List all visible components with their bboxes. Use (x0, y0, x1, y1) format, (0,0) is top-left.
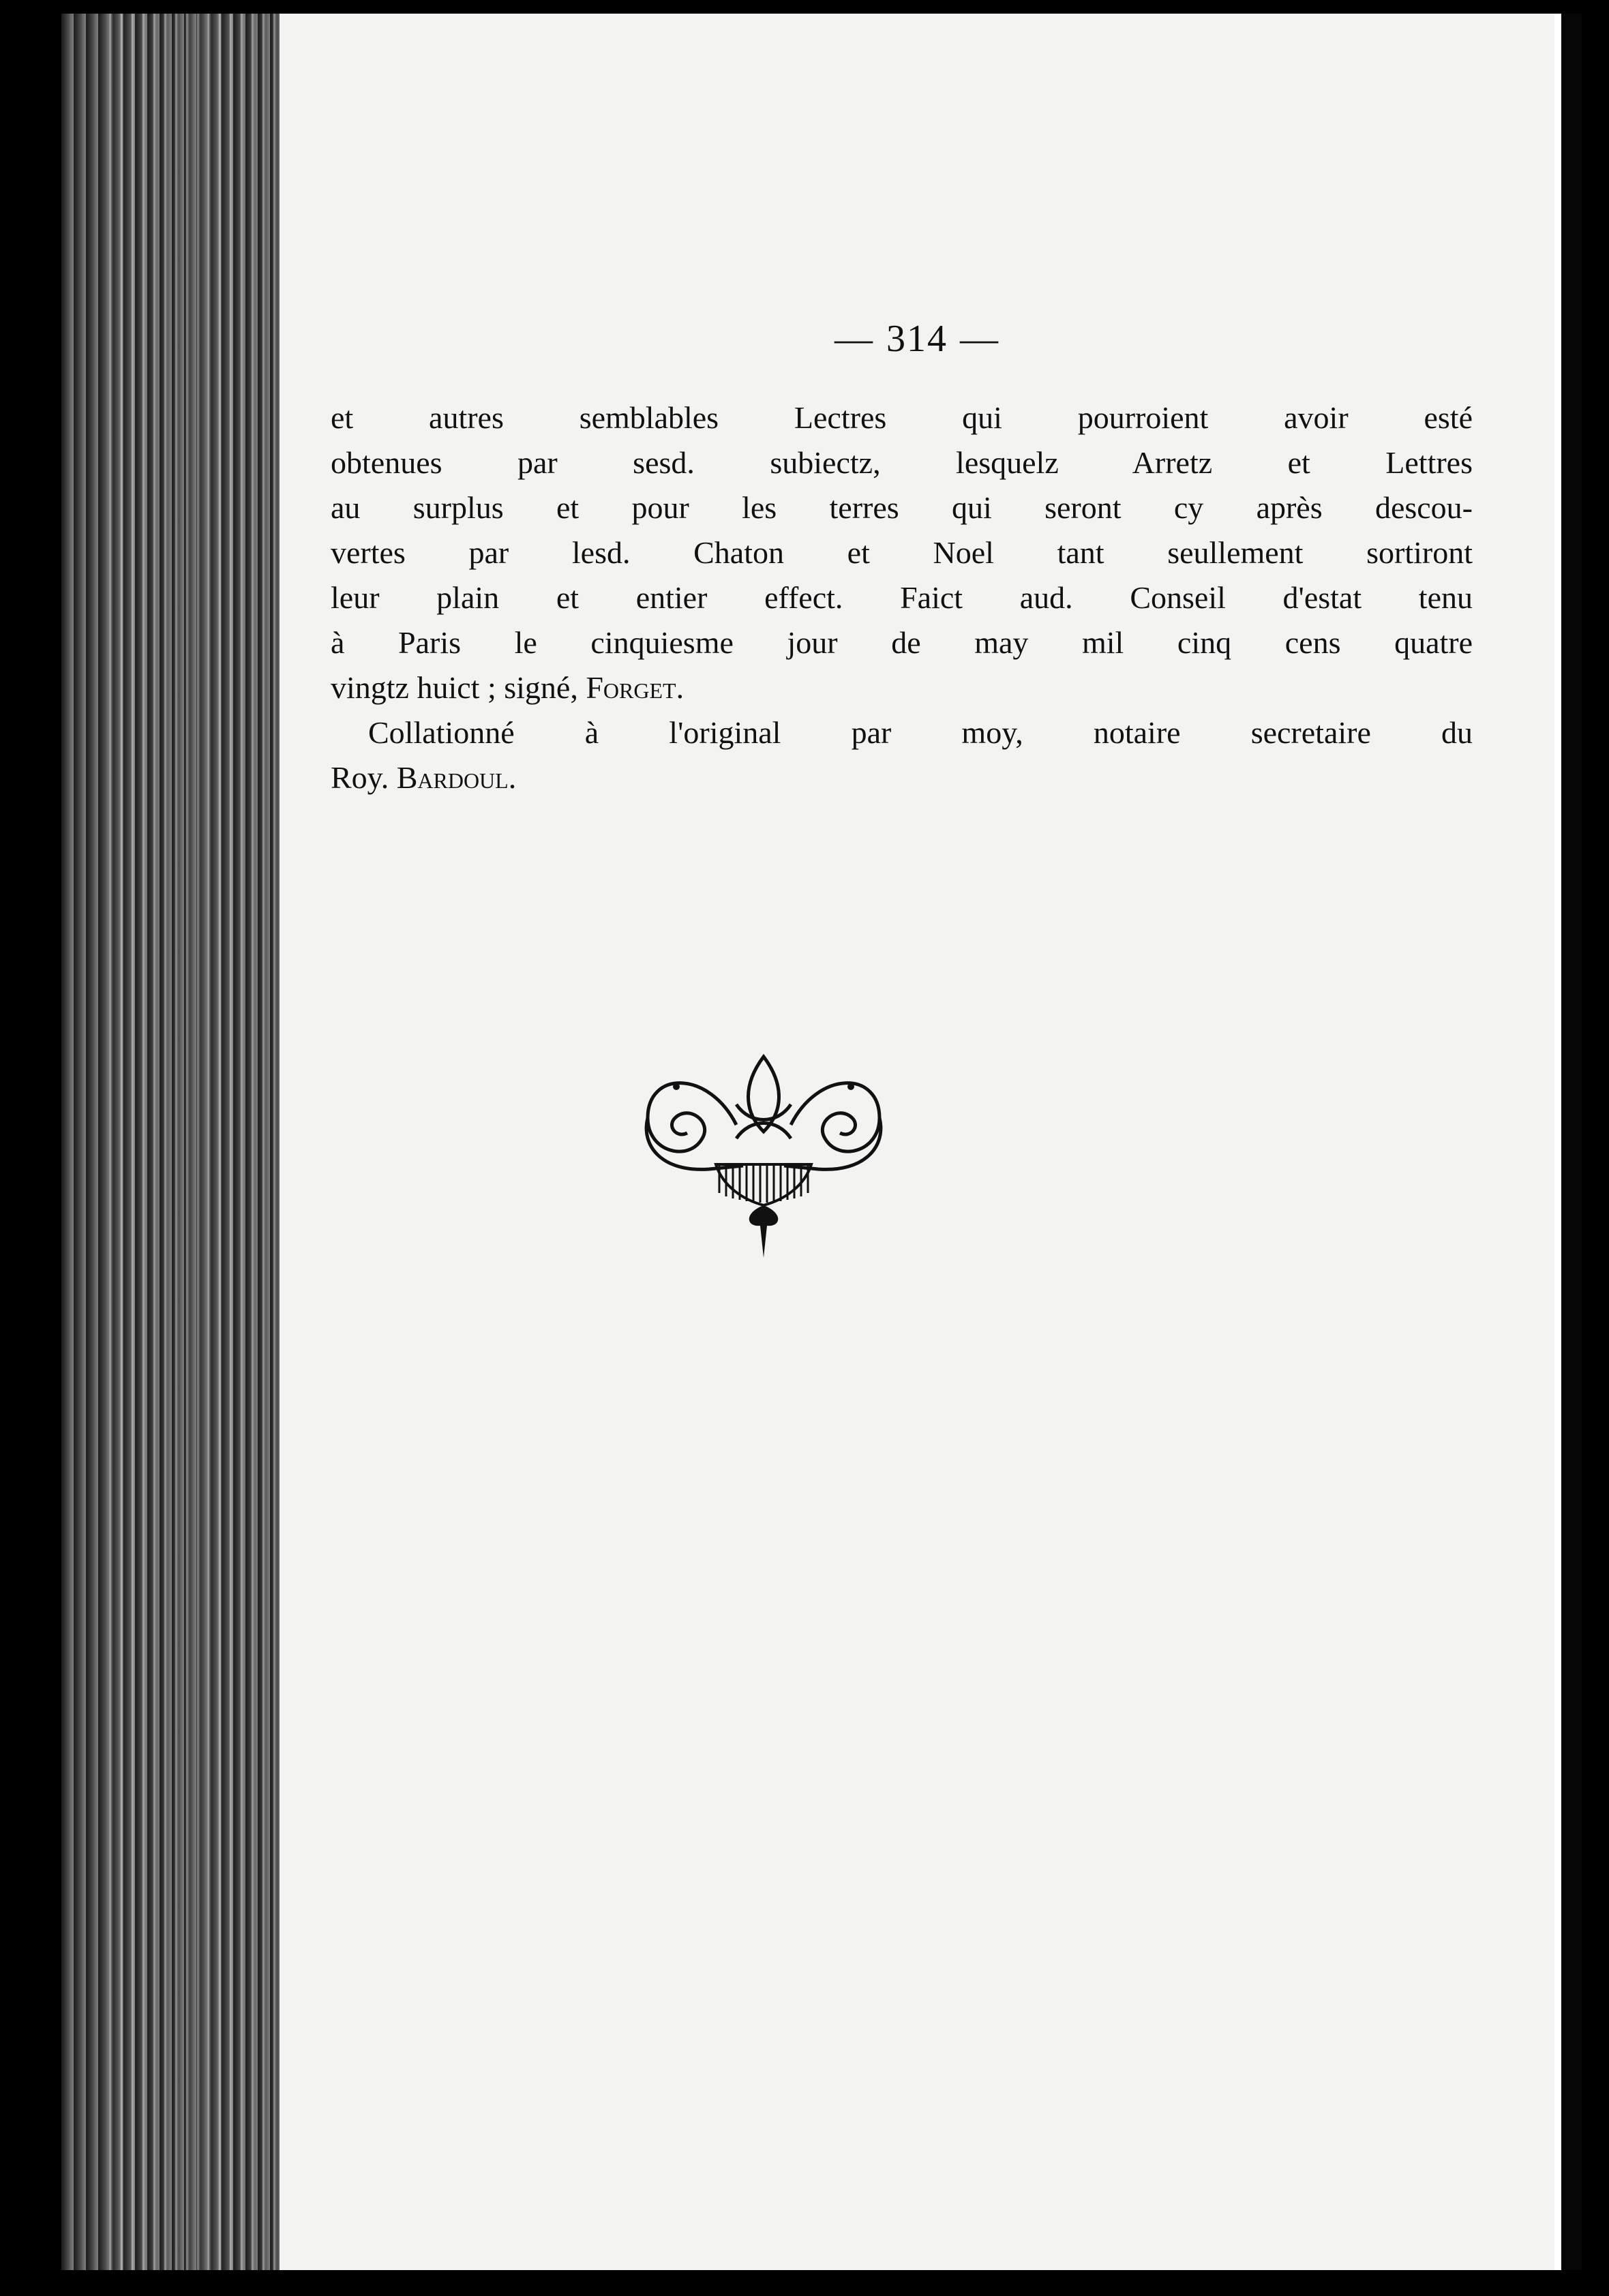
notary-period: . (508, 760, 517, 795)
text-line-collation: Collationné à l'original par moy, notaire secretaire du (368, 715, 1473, 750)
text-line: à Paris le cinquiesme jour de may mil cinq cens quatre (331, 625, 1473, 660)
text-line: et autres semblables Lectres qui pourroient avoir esté (331, 400, 1473, 435)
text-line: vertes par lesd. Chaton et Noel tant seullement sortiront (331, 535, 1473, 570)
signatory-name: Forget (586, 670, 676, 705)
text-line: obtenues par sesd. subiectz, lesquelz Arretz et Lettres (331, 445, 1473, 480)
page-number: — 314 — (834, 318, 999, 360)
book-page-edges-highlight (102, 14, 280, 2270)
signature-prefix: vingtz huict ; signé, (331, 670, 586, 705)
signature-period: . (676, 670, 685, 705)
text-line-notary (331, 755, 1473, 800)
page-number-value: 314 (886, 318, 948, 360)
notary-name: Bardoul (396, 760, 509, 795)
page-text (331, 395, 1473, 800)
fleuron-ornament-icon (634, 1043, 893, 1261)
text-line: au surplus et pour les terres qui seront cy après descou- (331, 490, 1473, 525)
scan-border (1561, 14, 1582, 2270)
book-page (280, 14, 1554, 2270)
text-line: leur plain et entier effect. Faict aud. Conseil d'estat tenu (331, 580, 1473, 615)
notary-prefix: Roy. (331, 760, 397, 795)
text-line-signature (331, 665, 1473, 710)
page-right-edge (1554, 14, 1561, 2270)
